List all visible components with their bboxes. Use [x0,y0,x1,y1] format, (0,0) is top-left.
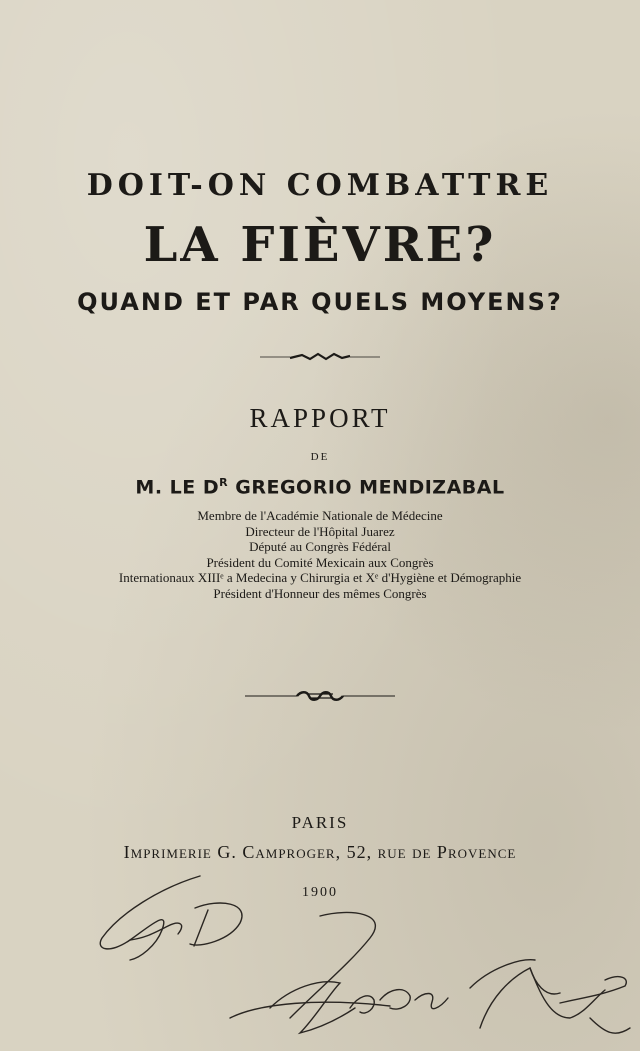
year: 1900 [302,885,338,900]
handwritten-signature-icon [90,868,635,1048]
title-line-3: QUAND ET PAR QUELS MOYENS? [77,288,563,316]
title-line-2: LA FIÈVRE? [143,217,497,273]
credential-line: Président d'Honneur des mêmes Congrès [213,585,427,601]
printer: Imprimerie G. Camproger, 52, rue de Provence [123,842,517,862]
credential-line: Député au Congrès Fédéral [249,539,391,554]
credential-line: Directeur de l'Hôpital Juarez [245,523,395,539]
title-line-1: DOIT-ON COMBATTRE [86,168,554,203]
author-sup: R [219,476,229,489]
credential-line: Internationaux XIIIᵉ a Medecina y Chirurgia et Xᵉ d'Hygiène et Démographie [118,570,522,585]
report-label: RAPPORT [249,403,391,433]
author-name: GREGORIO MENDIZABAL [228,476,505,499]
credential-line: Membre de l'Académie Nationale de Médecine [197,508,443,523]
city: PARIS [291,813,349,832]
credentials-list [0,508,640,601]
wavy-rule-ornament-icon [0,350,640,369]
author-prefix: M. LE D [135,476,220,499]
credential-line: Président du Comité Mexicain aux Congrès [206,554,434,570]
by-label: DE [310,451,330,463]
scroll-rule-ornament-icon [0,688,640,709]
author [0,476,640,498]
